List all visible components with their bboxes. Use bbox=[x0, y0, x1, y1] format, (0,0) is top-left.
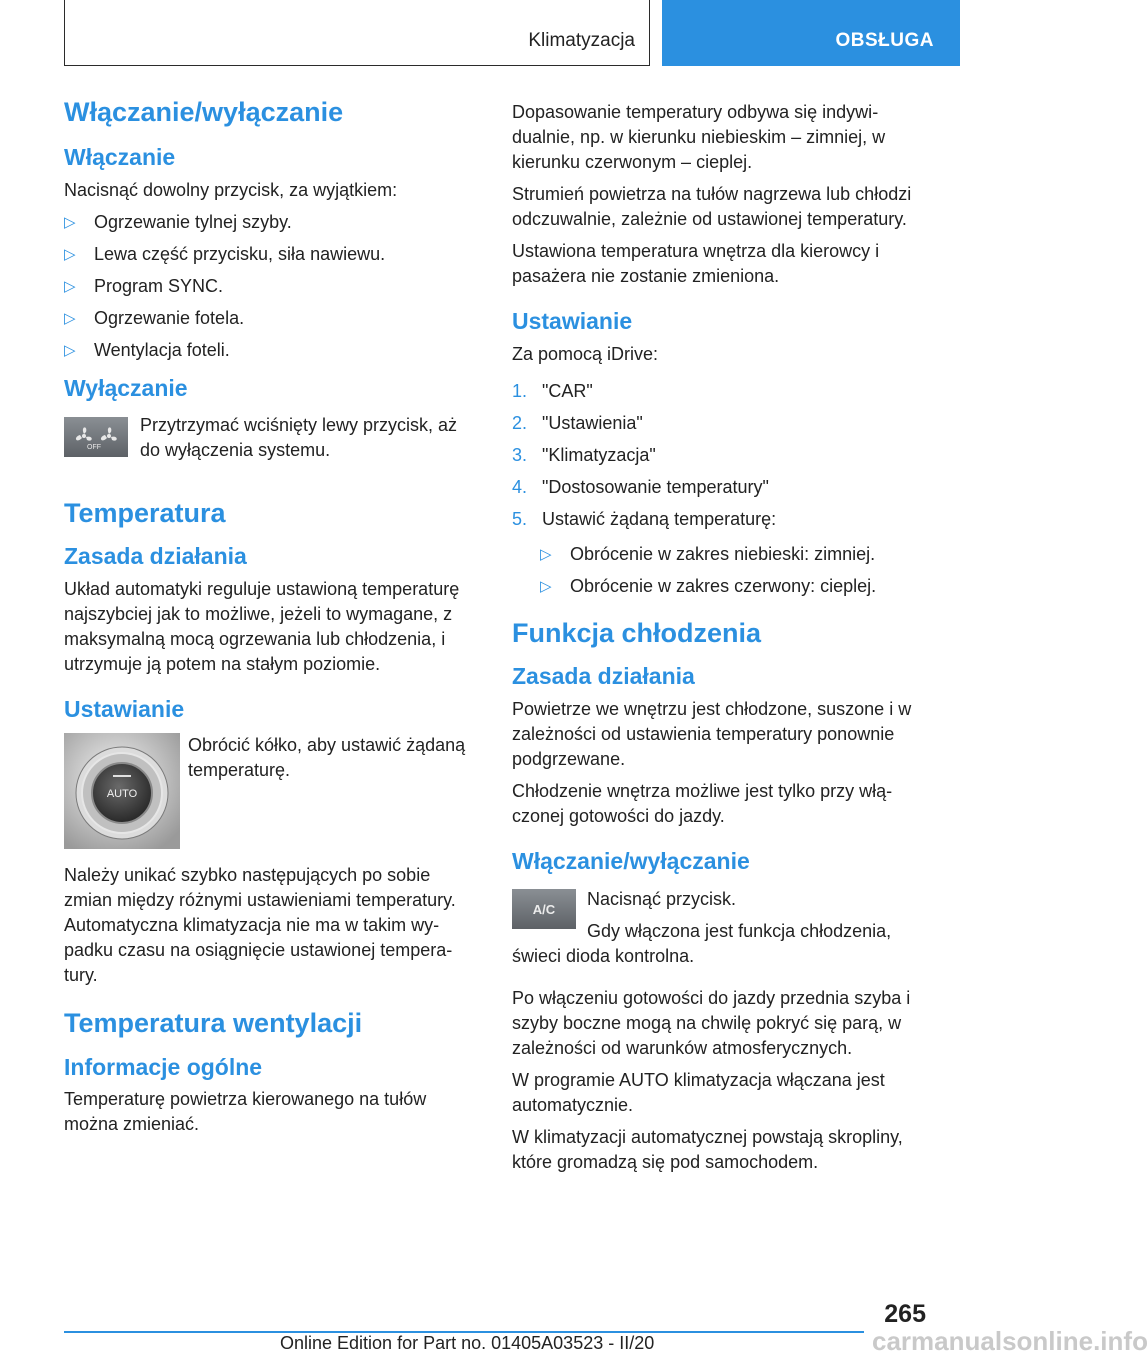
temperature-knob-image bbox=[64, 733, 180, 849]
condensate-text: W klimatyzacji automatycznej powstają skropliny, które gromadzą się pod samochodem. bbox=[512, 1127, 903, 1173]
avoid-changes-text: Należy unikać szybko następujących po sobie zmian między różnymi ustawieniami temperatury. Automatyczna klimatyzacja nie ma w takim wypadku czasu na osiągnięcie ustawionej temperatury. bbox=[64, 865, 456, 986]
idrive-intro: Za pomocą iDrive: bbox=[512, 343, 659, 364]
heading-general-info: Informacje ogólne bbox=[64, 1053, 263, 1080]
triangle-bullet-icon: ▷ bbox=[64, 277, 76, 295]
triangle-bullet-icon: ▷ bbox=[64, 245, 76, 263]
footer-edition: Online Edition for Part no. 01405A03523 - II/20 bbox=[280, 1333, 655, 1353]
list-item: ▷ Obrócenie w zakres czerwony: cieplej. bbox=[540, 574, 928, 599]
svg-text:OFF: OFF bbox=[87, 443, 101, 451]
triangle-bullet-icon: ▷ bbox=[64, 309, 76, 327]
watermark: carmanualsonline.info bbox=[872, 1326, 1148, 1356]
general-info-text: Temperaturę powietrza kierowanego na tułów można zmieniać. bbox=[64, 1089, 427, 1135]
switch-off-text: Przytrzymać wciśnięty lewy przycisk, aż do wyłączenia systemu. bbox=[140, 414, 458, 460]
heading-on-off: Włączanie/wyłączanie bbox=[64, 97, 344, 127]
adapt-text: Dopasowanie temperatury odbywa się indywidualnie, np. w kierunku niebieskim – zimniej, w kierunku czerwonym – cieplej. bbox=[512, 102, 886, 172]
svg-text:AUTO: AUTO bbox=[106, 788, 138, 801]
triangle-bullet-icon: ▷ bbox=[64, 213, 76, 231]
header-section-box bbox=[64, 0, 650, 66]
heading-cooling-function: Funkcja chłodzenia bbox=[512, 617, 762, 648]
list-item: ▷ Ogrzewanie tylnej szyby. bbox=[64, 210, 478, 235]
page-number: 265 bbox=[884, 1300, 926, 1328]
list-item: ▷ Ogrzewanie fotela. bbox=[64, 306, 478, 331]
heading-setting-idrive: Ustawianie bbox=[512, 308, 633, 334]
switch-on-intro: Nacisnąć dowolny przycisk, za wyjątkiem: bbox=[64, 179, 398, 200]
right-column bbox=[512, 100, 928, 1182]
ac-block bbox=[512, 887, 928, 969]
auto-program-text: W programie AUTO klimatyzacja włączana jest automatycznie. bbox=[512, 1070, 885, 1116]
list-item: 5. Ustawić żądaną temperaturę: bbox=[512, 508, 777, 529]
triangle-bullet-icon: ▷ bbox=[64, 341, 76, 359]
left-column bbox=[64, 96, 478, 1144]
triangle-bullet-icon: ▷ bbox=[540, 545, 552, 563]
heading-cooling-on-off: Włączanie/wyłączanie bbox=[512, 847, 750, 874]
header-chapter-title: OBSŁUGA bbox=[835, 30, 934, 51]
header-chapter-box bbox=[662, 0, 960, 66]
heading-cooling-principle: Zasada działania bbox=[512, 662, 695, 689]
press-button-text: Nacisnąć przycisk. bbox=[587, 889, 737, 910]
fogging-text: Po włączeniu gotowości do jazdy przednia szyba i szyby boczne mogą na chwilę pokryć się parą, w zależności od warunków atmosferycznych. bbox=[512, 988, 911, 1059]
svg-text:A/C: A/C bbox=[532, 902, 556, 918]
list-item: 3. "Klimatyzacja" bbox=[512, 444, 656, 465]
list-item: 4. "Dostosowanie temperatury" bbox=[512, 476, 769, 497]
header-section-title: Klimatyzacja bbox=[528, 30, 635, 51]
set-temp-text: Ustawiona temperatura wnętrza dla kierowcy i pasażera nie zostanie zmieniona. bbox=[512, 241, 880, 286]
triangle-bullet-icon: ▷ bbox=[540, 577, 552, 595]
stream-text: Strumień powietrza na tułów nagrzewa lub chłodzi odczuwalnie, zależnie od ustawionej temperatury. bbox=[512, 184, 912, 229]
setting-block bbox=[64, 733, 478, 863]
indicator-text: Gdy włączona jest funkcja chłodzenia, świeci dioda kontrolna. bbox=[512, 921, 892, 967]
heading-principle: Zasada działania bbox=[64, 542, 247, 569]
heading-switch-off: Wyłączanie bbox=[64, 374, 188, 401]
list-item: ▷ Wentylacja foteli. bbox=[64, 338, 478, 363]
fan-off-button-image bbox=[64, 417, 128, 457]
rotation-list bbox=[540, 542, 928, 599]
cooling-text-1: Powietrze we wnętrzu jest chłodzone, suszone i w zależności od ustawienia temperatury ponownie podgrzewane. bbox=[512, 698, 912, 769]
list-item: ▷ Program SYNC. bbox=[64, 274, 478, 299]
ac-button-image bbox=[512, 889, 576, 929]
switch-off-block bbox=[64, 413, 478, 489]
list-item: ▷ Lewa część przycisku, siła nawiewu. bbox=[64, 242, 478, 267]
exception-list bbox=[64, 210, 478, 363]
list-item: 2. "Ustawienia" bbox=[512, 412, 643, 433]
idrive-steps bbox=[512, 379, 928, 532]
principle-text: Układ automatyki reguluje ustawioną temperaturę najszybciej jak to możliwe, jeżeli to wymagane, z maksymalną mocą ogrzewania lub chłodzenia, i utrzymuje ją potem na stałym poziomie. bbox=[64, 578, 460, 674]
cooling-text-2: Chłodzenie wnętrza możliwe jest tylko przy włączonej gotowości do jazdy. bbox=[512, 780, 893, 826]
heading-temperature: Temperatura bbox=[64, 497, 226, 528]
list-item: ▷ Obrócenie w zakres niebieski: zimniej. bbox=[540, 542, 928, 567]
heading-setting: Ustawianie bbox=[64, 695, 185, 722]
heading-vent-temperature: Temperatura wentylacji bbox=[64, 1008, 363, 1039]
heading-switch-on: Włączanie bbox=[64, 144, 176, 171]
list-item: 1. "CAR" bbox=[512, 380, 593, 401]
setting-text: Obrócić kółko, aby ustawić żądaną temperaturę. bbox=[188, 735, 466, 781]
